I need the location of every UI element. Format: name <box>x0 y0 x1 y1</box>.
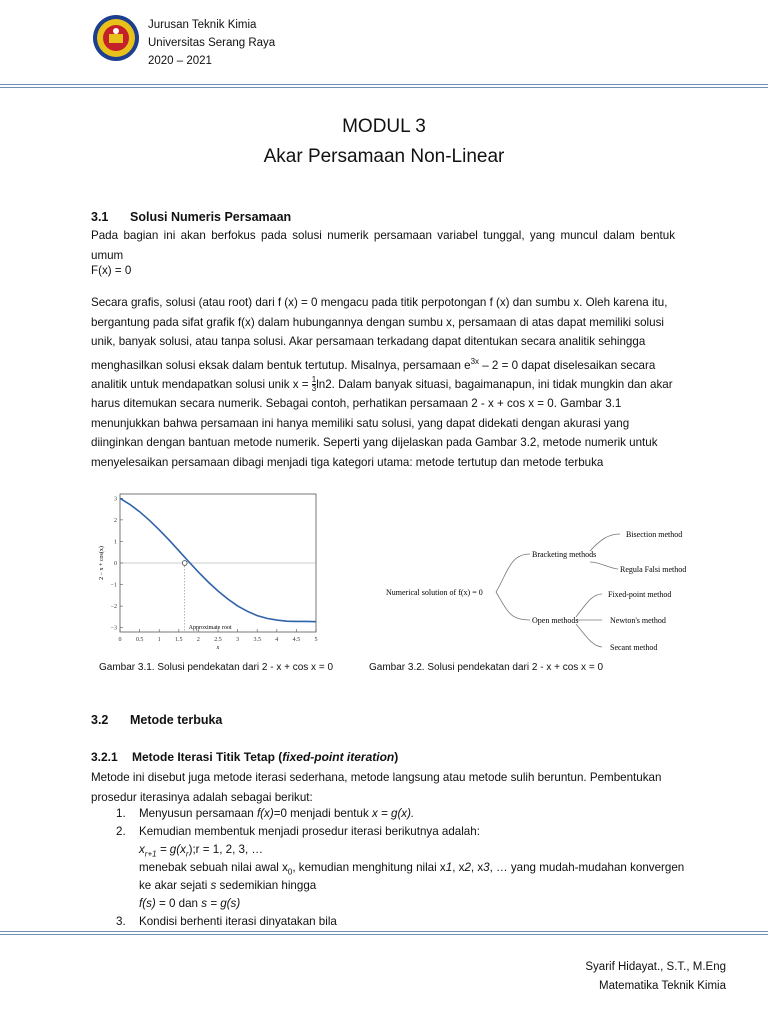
module-subtitle: Akar Persamaan Non-Linear <box>263 146 505 167</box>
list-item-3: 3. <box>116 915 126 928</box>
diagram-leaf: Regula Falsi method <box>620 565 687 574</box>
footer-author: Syarif Hidayat., S.T., M.Eng <box>585 961 726 973</box>
footer-rule-2 <box>0 934 768 935</box>
y-tick-label: 1 <box>114 539 117 546</box>
header-text <box>148 16 275 70</box>
y-tick-label: −1 <box>110 582 117 589</box>
diagram-leaf: Secant method <box>610 643 658 652</box>
para-line: analitik untuk mendapatkan solusi unik x = $\frac{1}{3}$ ln2. Dalam banyak situasi, bagaimanapun, ini tidak mungkin dan akar <box>91 375 673 394</box>
header-university: Universitas Serang Raya <box>148 37 276 49</box>
diagram-branch-open: Open methods <box>532 616 579 625</box>
header-rule-2 <box>0 87 768 88</box>
para-line: Metode ini disebut juga metode iterasi sederhana, metode langsung atau metode sulih beruntun. Pembentukan <box>91 771 662 784</box>
para-line: menyelesaikan persamaan dibagi menjadi tiga kategori utama: metode tertutup dan metode terbuka <box>91 455 604 469</box>
para-line: bergantung pada sifat grafik f(x) dalam hubungannya dengan sumbu x, persamaan di atas dapat memiliki solusi <box>91 315 664 329</box>
x-tick-label: 4.5 <box>292 637 301 643</box>
section-number-32: 3.2 <box>91 713 109 727</box>
header-rule <box>0 84 768 85</box>
diagram-branch-bracketing: Bracketing methods <box>532 550 597 559</box>
x-tick-label: 1 <box>157 637 161 643</box>
diagram-link <box>576 624 602 647</box>
para-line: harus ditemukan secara numerik. Sebagai contoh, perhatikan persamaan 2 - x + cos x = 0. Gambar 3.1 <box>91 397 622 411</box>
x-tick-label: 1.5 <box>175 637 183 643</box>
x-tick-label: 3.5 <box>253 637 261 643</box>
iteration-condition: f(s) = 0 dan s = g(s) <box>139 897 241 910</box>
diagram-link <box>590 562 618 569</box>
figure-caption-2: Gambar 3.2. Solusi pendekatan dari 2 - x + cos x = 0 <box>369 662 604 673</box>
list-item-2-text: Kemudian membentuk menjadi prosedur iterasi berikutnya adalah: <box>139 825 480 838</box>
para-line: unik, banyak solusi, atau tanpa solusi. Akar persamaan terkadang dapat ditentukan secara analitik sehingga <box>91 335 646 348</box>
footer-rule <box>0 931 768 932</box>
fraction: $\frac{1}{3}$ <box>311 375 317 394</box>
list-item-1: 1. <box>116 807 126 820</box>
subsection-heading-321: Metode Iterasi Titik Tetap (fixed-point iteration) <box>132 750 399 764</box>
subsection-number-321: 3.2.1 <box>91 750 118 764</box>
x-axis-label: x <box>216 645 220 651</box>
diagram-link <box>496 592 530 620</box>
diagram-link <box>590 534 620 551</box>
root-point <box>182 561 187 566</box>
diagram-link <box>496 554 530 592</box>
iteration-description: menebak sebuah nilai awal $x_0$, kemudian menghitung nilai x1, x2, x3, … yang mudah-mudahan konvergen <box>139 861 685 877</box>
header-dept: Jurusan Teknik Kimia <box>148 19 257 31</box>
y-tick-label: 0 <box>114 561 117 567</box>
para-line: prosedur iterasinya adalah sebagai berikut: <box>91 790 313 804</box>
diagram-leaf: Fixed-point method <box>608 590 672 599</box>
list-item-1-text: Menyusun persamaan f(x)=0 menjadi bentuk x = g(x). <box>139 807 415 820</box>
methods-diagram <box>380 522 720 652</box>
section-32-intro <box>91 768 675 807</box>
y-axis-label: 2 − x + cos(x) <box>99 546 105 580</box>
y-tick-label: −2 <box>110 604 117 611</box>
x-tick-label: 4 <box>275 637 279 643</box>
root-annotation: Approximate root <box>188 625 232 631</box>
figure-caption-1: Gambar 3.1. Solusi pendekatan dari 2 - x + cos x = 0 <box>99 662 334 673</box>
para-line: menunjukkan bahwa persamaan ini hanya memiliki satu solusi, yang dapat didekati dengan akurasi yang <box>91 416 630 430</box>
section-heading-31: Solusi Numeris Persamaan <box>130 210 292 224</box>
x-tick-label: 3 <box>236 637 240 643</box>
x-tick-label: 0.5 <box>135 637 144 643</box>
paragraph-31 <box>91 293 675 472</box>
section-intro: Pada bagian ini akan berfokus pada solusi numerik persamaan variabel tunggal, yang muncul dalam bentuk umum <box>91 229 675 262</box>
diagram-root: Numerical solution of f(x) = 0 <box>386 588 483 597</box>
para-line: Secara grafis, solusi (atau root) dari f (x) = 0 mengacu pada titik perpotongan f (x) dan sumbu x. Oleh karena itu, <box>91 296 668 309</box>
list-item-3-text: Kondisi berhenti iterasi dinyatakan bila <box>139 915 337 928</box>
x-tick-label: 2.5 <box>214 637 222 643</box>
footer-course: Matematika Teknik Kimia <box>599 980 726 992</box>
y-tick-label: −3 <box>110 625 117 632</box>
y-tick-label: 2 <box>114 517 117 524</box>
section-heading-32: Metode terbuka <box>130 713 223 727</box>
para-line: menghasilkan solusi eksak dalam bentuk tertutup. Misalnya, persamaan $e^{3x} - 2 = 0$ dapat diselesaikan secara <box>91 356 656 372</box>
footer <box>585 958 726 996</box>
diagram-leaf: Bisection method <box>626 530 683 539</box>
chart-series-line <box>120 498 316 621</box>
diagram-leaf: Newton's method <box>610 616 666 625</box>
para-line: diinginkan dengan bantuan metode numerik. Seperti yang dijelaskan pada Gambar 3.2, metode numerik untuk <box>91 436 658 450</box>
y-tick-label: 3 <box>114 496 117 503</box>
list-item-2: 2. <box>116 825 126 838</box>
x-tick-label: 5 <box>314 637 318 643</box>
header-year: 2020 – 2021 <box>148 55 212 67</box>
section-number-31: 3.1 <box>91 210 109 224</box>
module-title: MODUL 3 <box>342 116 426 137</box>
x-tick-label: 0 <box>118 637 122 643</box>
iteration-formula: $x_{r+1}$ = $g(x_r);r = 1$, 2, 3, … <box>139 843 264 859</box>
university-logo <box>92 14 140 62</box>
root-chart <box>94 486 324 652</box>
x-tick-label: 2 <box>196 637 200 643</box>
iteration-description-2: ke akar sejati s sedemikian hingga <box>139 879 317 892</box>
equation-fx: F(x) = 0 <box>91 264 132 277</box>
diagram-link <box>576 594 602 617</box>
